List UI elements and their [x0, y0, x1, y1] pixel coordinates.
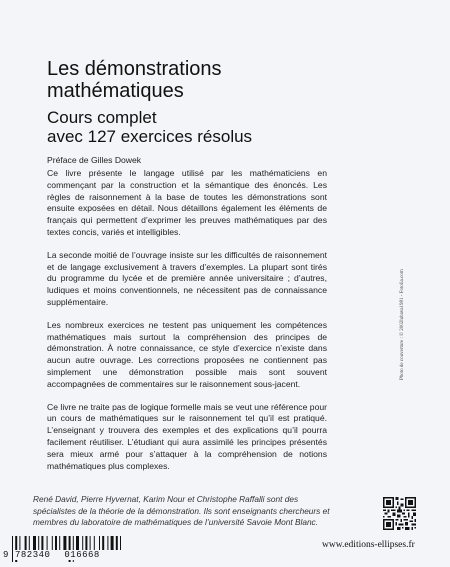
- preface-credit: Préface de Gilles Dowek: [47, 155, 142, 165]
- barcode-bar: [116, 536, 118, 550]
- barcode-bar: [76, 536, 79, 550]
- barcode-bar: [94, 536, 95, 550]
- barcode-bar: [111, 536, 114, 550]
- barcode-bar: [120, 536, 121, 550]
- photo-credit: Photo de couverture : © 2002lubava1981 - Fotolia.com: [400, 269, 405, 380]
- barcode-bar: [41, 536, 43, 550]
- authors-bio: René David, Pierre Hyvernat, Karim Nour et Christophe Raffalli sont des spécialistes de la théorie de la démonstration. Ils sont enseignants chercheurs et membres du laboratoire de mathématiques de l’université Savoie Mont Blanc.: [33, 494, 330, 527]
- barcode-bar: [19, 536, 20, 550]
- book-title-line-2: mathématiques: [47, 80, 184, 102]
- barcode-bar: [107, 536, 108, 550]
- isbn-number: [3, 549, 126, 561]
- isbn-group-2: 016668: [64, 550, 100, 560]
- barcode-bar: [85, 536, 87, 550]
- barcode-bar: [90, 536, 91, 550]
- description-paragraph-2: La seconde moitié de l’ouvrage insiste sur les difficultés de raisonnement et de langage exclusivement à travers d’exemples. La plupart sont tirés du programme du lycée et de première année universitaire ; d’autres, ludiques et moins conventionnels, ne nécessitent pas de connaissance supplémentaire.: [47, 249, 327, 307]
- barcode-bar: [52, 536, 53, 550]
- barcode-bar: [82, 536, 83, 550]
- book-subtitle-line-2: avec 127 exercices résolus: [47, 127, 253, 146]
- barcode-bar: [55, 536, 57, 550]
- barcode-bar: [63, 536, 66, 550]
- barcode-bar: [33, 536, 36, 550]
- publisher-website[interactable]: www.editions-ellipses.fr: [322, 540, 415, 550]
- barcode-bar: [47, 536, 48, 550]
- book-title: [47, 58, 347, 102]
- isbn-lead-digit: 9: [3, 550, 9, 560]
- barcode-bar: [29, 536, 30, 550]
- book-title-line-1: Les démonstrations: [47, 58, 222, 80]
- description-paragraph-4: Ce livre ne traite pas de logique formelle mais se veut une référence pour un cours de mathématiques sur le raisonnement tel qu’il est pratiqué. L’enseignant y trouvera des exemples et des explications qu’il pourra facilement réutiliser. L’étudiant qui aura assimilé les principes présentés sera mieux armé pour s’attaquer à la compréhension de notions mathématiques plus complexes.: [47, 401, 327, 471]
- barcode-bar: [25, 536, 27, 550]
- qr-code: [383, 497, 416, 530]
- description-body: [47, 168, 327, 483]
- book-subtitle: [47, 108, 347, 146]
- description-paragraph-1: Ce livre présente le langage utilisé par les mathématiciens en commençant par la construction et la sémantique des énoncés. Les règles de raisonnement à la base de toutes les démonstrations sont ensuite exposées en détail. Nous détaillons également les éléments de français qui permettent d’exprimer les preuves mathématiques par des textes concis, variés et intelligibles.: [47, 168, 327, 237]
- barcode-bar: [38, 536, 39, 550]
- book-subtitle-line-1: Cours complet: [47, 108, 157, 127]
- barcode-bar: [59, 536, 60, 550]
- barcode-bar: [99, 536, 100, 550]
- barcode-bar: [102, 536, 104, 550]
- description-paragraph-3: Les nombreux exercices ne testent pas uniquement les compétences mathématiques mais surtout la compréhension des principes de démonstration. À notre connaissance, ce style d’exercice n’existe dans aucun autre ouvrage. Les corrections proposées ne contiennent pas simplement une démonstration possible mais sont souvent accompagnées de commentaires sur le raisonnement sous-jacent.: [47, 319, 327, 389]
- isbn-group-1: 782340: [15, 550, 51, 560]
